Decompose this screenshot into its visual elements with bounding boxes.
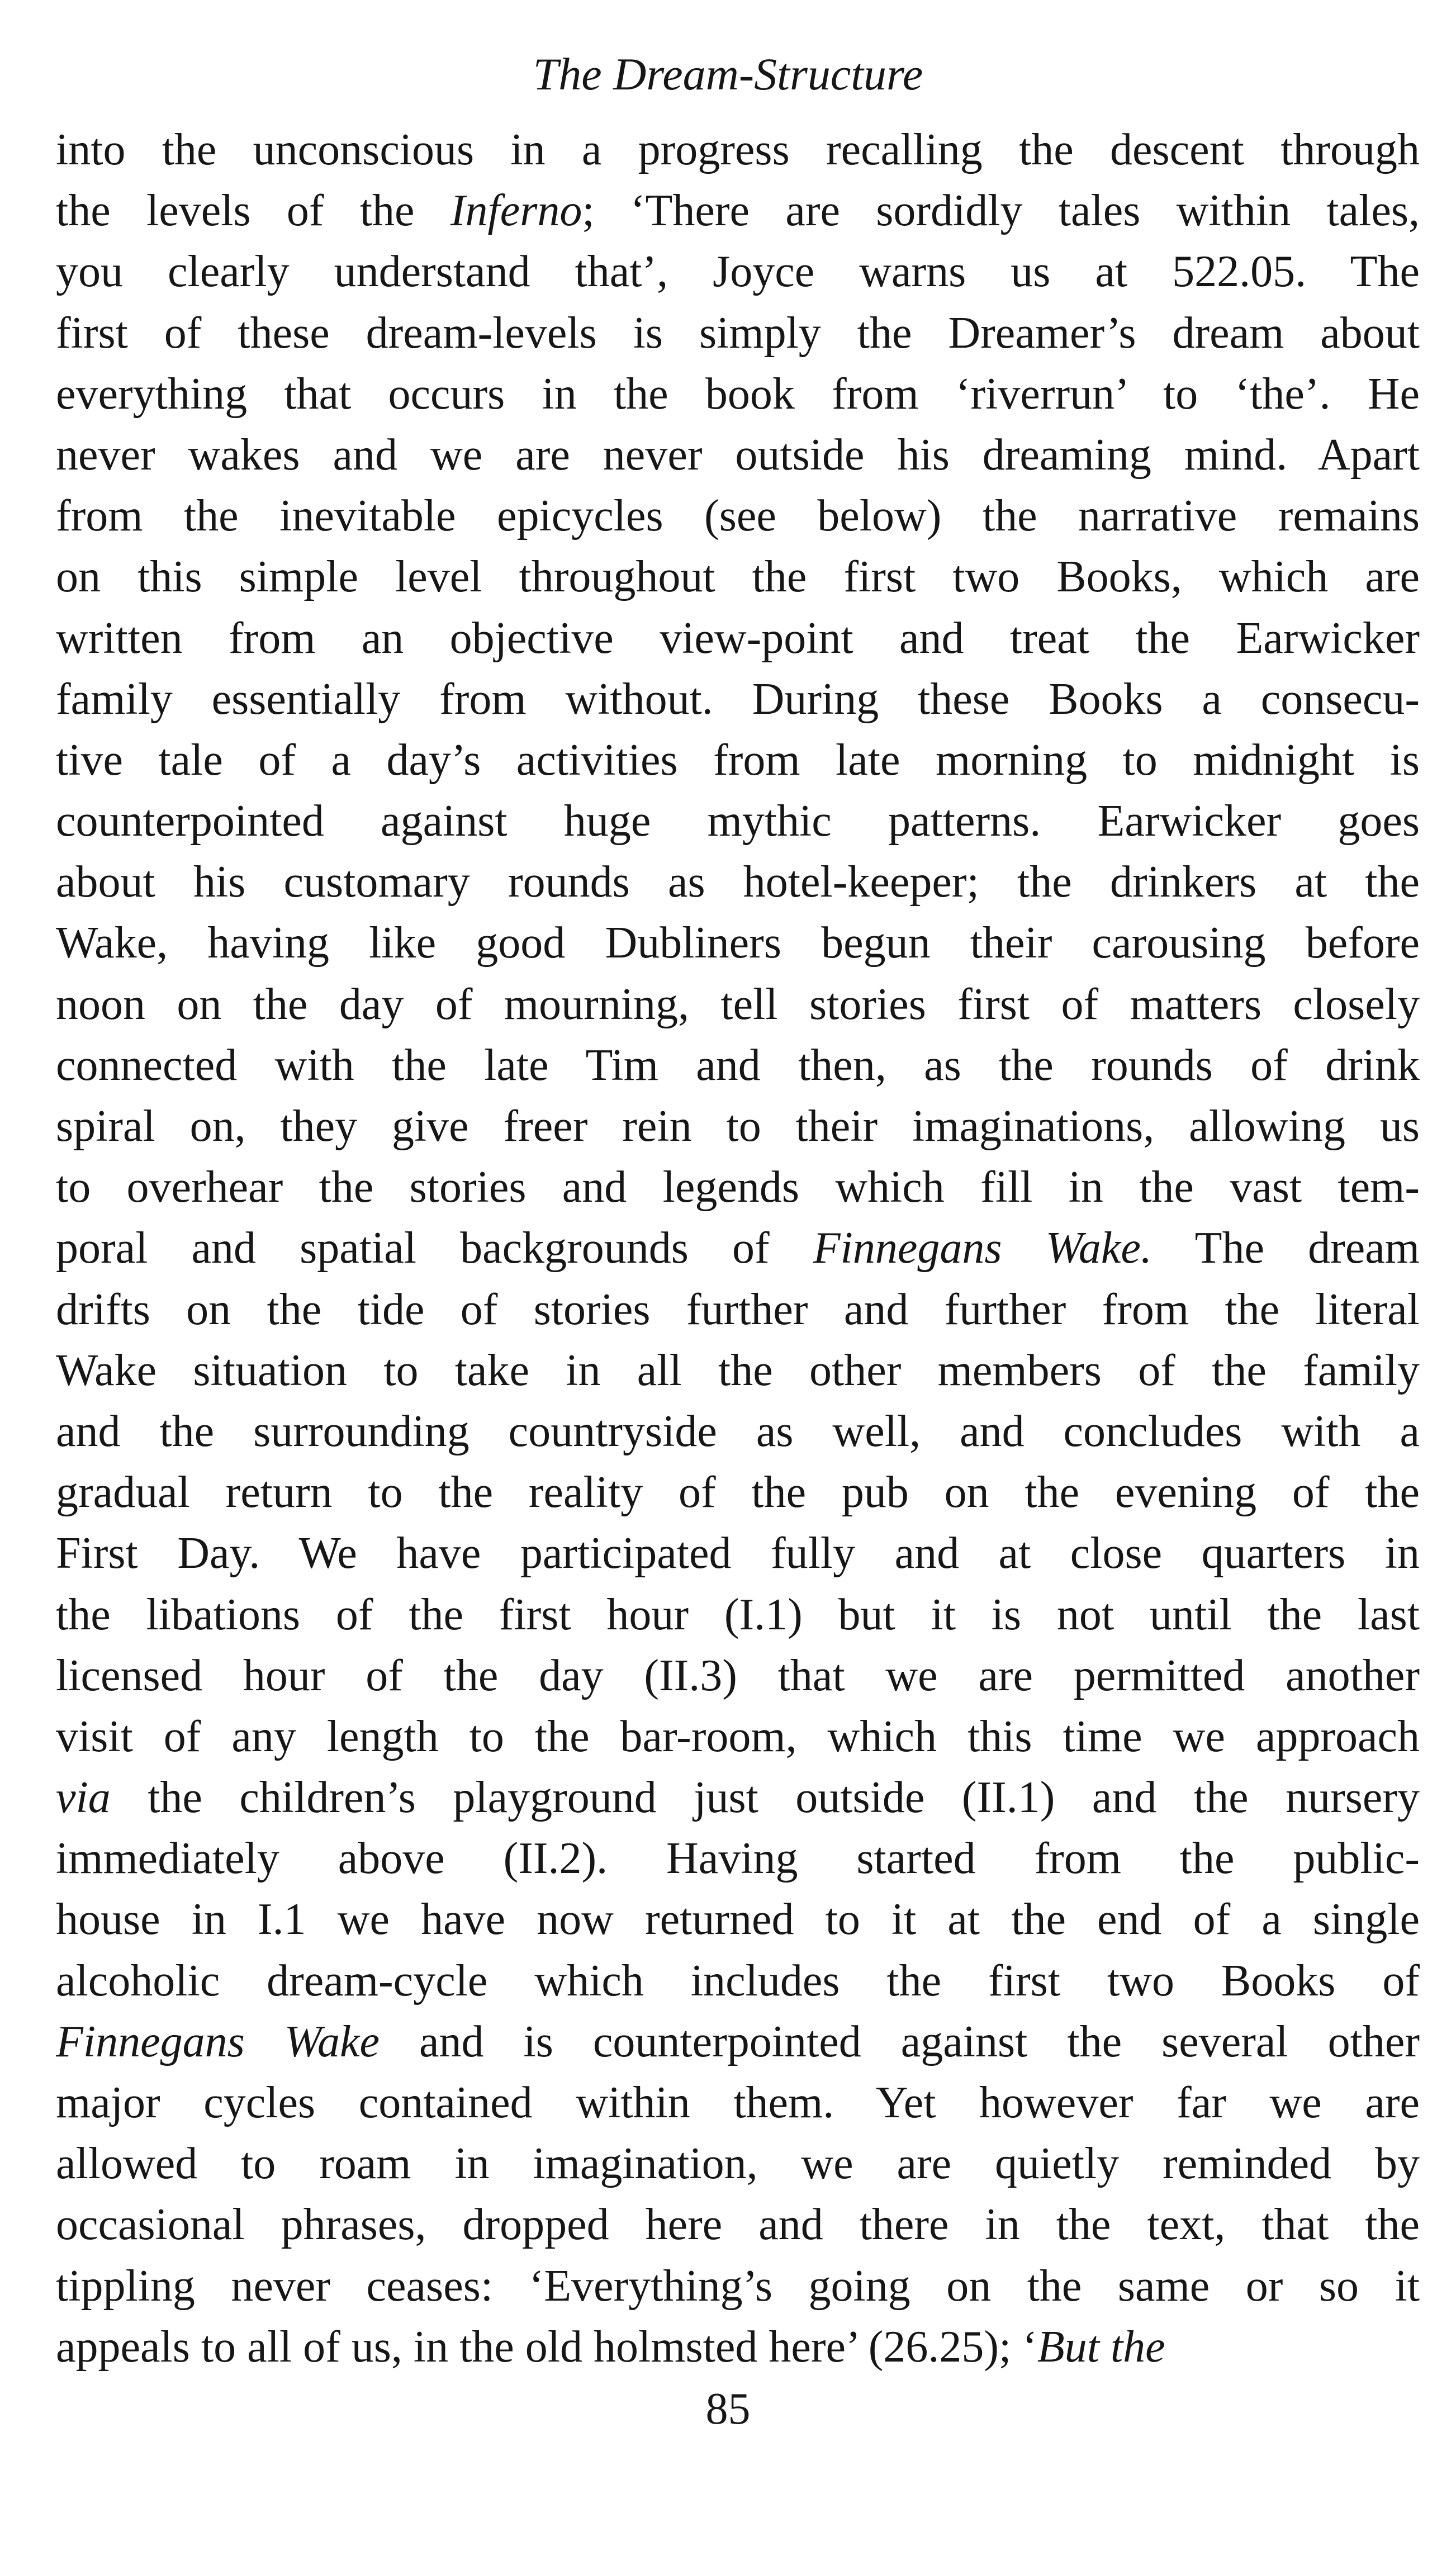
text-run: and the surrounding countryside as well, and concludes with a: [56, 1406, 1420, 1456]
text-run: family essentially from without. During these Books a consecu-: [56, 674, 1420, 724]
text-run: visit of any length to the bar-room, which this time we approach: [56, 1711, 1420, 1761]
text-line: [56, 608, 1420, 669]
text-line: [56, 1340, 1420, 1401]
text-run: from the inevitable epicycles (see below) the narrative remains: [56, 491, 1420, 541]
text-run: gradual return to the reality of the pub on the evening of the: [56, 1468, 1420, 1518]
text-run: to overhear the stories and legends which fill in the vast tem-: [56, 1163, 1420, 1212]
text-run: allowed to roam in imagination, we are quietly reminded by: [56, 2139, 1420, 2189]
text-run: the children’s playground just outside (II.1) and the nursery: [110, 1773, 1420, 1823]
text-run: written from an objective view-point and treat the Earwicker: [56, 613, 1420, 663]
text-line: [56, 425, 1420, 486]
text-line: [56, 1646, 1420, 1706]
text-run: major cycles contained within them. Yet however far we are: [56, 2078, 1420, 2127]
text-line: [56, 1767, 1420, 1828]
text-run: you clearly understand that’, Joyce warns us at 522.05. The: [56, 247, 1420, 297]
running-head-title: The Dream-Structure: [533, 49, 923, 99]
text-line: [56, 241, 1420, 302]
text-run: Wake situation to take in all the other members of the family: [56, 1345, 1420, 1395]
text-line: [56, 364, 1420, 425]
text-line: [56, 1889, 1420, 1950]
text-line: [56, 1951, 1420, 2012]
text-run: never wakes and we are never outside his dreaming mind. Apart: [56, 430, 1420, 480]
text-line: [56, 1828, 1420, 1889]
text-line: [56, 974, 1420, 1035]
text-run: spiral on, they give freer rein to their imaginations, allowing us: [56, 1102, 1420, 1151]
text-line: [56, 1096, 1420, 1157]
text-line: [56, 852, 1420, 913]
text-line: [56, 1279, 1420, 1340]
text-line: [56, 547, 1420, 608]
text-run: ; ‘There are sordidly tales within tales,: [582, 186, 1420, 236]
text-run: everything that occurs in the book from ‘riverrun’ to ‘the’. He: [56, 369, 1420, 419]
text-run: house in I.1 we have now returned to it at the end of a single: [56, 1895, 1420, 1945]
italic-run: Inferno: [450, 186, 582, 236]
text-line: [56, 1462, 1420, 1523]
text-run: tive tale of a day’s activities from late morning to midnight is: [56, 735, 1420, 785]
text-run: licensed hour of the day (II.3) that we are permitted another: [56, 1651, 1420, 1700]
italic-run: via: [56, 1773, 111, 1823]
italic-run: Finnegans Wake.: [813, 1224, 1152, 1273]
text-run: the libations of the first hour (I.1) but it is not until the last: [56, 1590, 1420, 1639]
text-run: counterpointed against huge mythic patterns. Earwicker goes: [56, 796, 1420, 846]
text-line: [56, 2133, 1420, 2194]
text-run: occasional phrases, dropped here and there in the text, that the: [56, 2200, 1420, 2250]
text-run: The dream: [1151, 1224, 1420, 1273]
text-line: [56, 1218, 1420, 1279]
text-line: [56, 1523, 1420, 1584]
text-run: First Day. We have participated fully and at close quarters in: [56, 1529, 1420, 1578]
text-run: the levels of the: [56, 186, 450, 236]
text-run: Wake, having like good Dubliners begun their carousing before: [56, 918, 1420, 968]
text-run: about his customary rounds as hotel-keeper; the drinkers at the: [56, 857, 1420, 907]
text-line: [56, 2317, 1420, 2378]
text-run: on this simple level throughout the first two Books, which are: [56, 552, 1420, 602]
text-run: and is counterpointed against the several other: [380, 2017, 1420, 2066]
text-line: [56, 181, 1420, 241]
text-line: [56, 2194, 1420, 2255]
text-line: [56, 913, 1420, 974]
text-line: [56, 303, 1420, 364]
text-line: [56, 120, 1420, 181]
text-line: [56, 2012, 1420, 2073]
body-text: [56, 120, 1420, 2378]
text-run: tippling never ceases: ‘Everything’s going on the same or so it: [56, 2261, 1420, 2311]
text-line: [56, 730, 1420, 791]
text-line: [56, 1401, 1420, 1462]
text-run: first of these dream-levels is simply the Dreamer’s dream about: [56, 308, 1420, 358]
text-line: [56, 791, 1420, 852]
text-run: alcoholic dream-cycle which includes the first two Books of: [56, 1956, 1420, 2005]
text-line: [56, 1035, 1420, 1096]
text-line: [56, 669, 1420, 730]
italic-run: But the: [1037, 2322, 1165, 2372]
text-line: [56, 1585, 1420, 1646]
page-number: 85: [705, 2384, 751, 2434]
text-line: [56, 1706, 1420, 1767]
text-line: [56, 486, 1420, 547]
text-run: connected with the late Tim and then, as the rounds of drink: [56, 1040, 1420, 1090]
text-line: [56, 2073, 1420, 2133]
text-run: poral and spatial backgrounds of: [56, 1224, 813, 1273]
text-run: into the unconscious in a progress recalling the descent through: [56, 125, 1420, 174]
text-run: drifts on the tide of stories further and further from the literal: [56, 1284, 1420, 1334]
text-run: noon on the day of mourning, tell stories first of matters closely: [56, 979, 1420, 1029]
text-run: appeals to all of us, in the old holmsted here’ (26.25); ‘: [56, 2322, 1037, 2372]
text-line: [56, 1157, 1420, 1218]
text-line: [56, 2256, 1420, 2317]
text-run: immediately above (II.2). Having started from the public-: [56, 1834, 1420, 1884]
italic-run: Finnegans Wake: [56, 2017, 380, 2066]
